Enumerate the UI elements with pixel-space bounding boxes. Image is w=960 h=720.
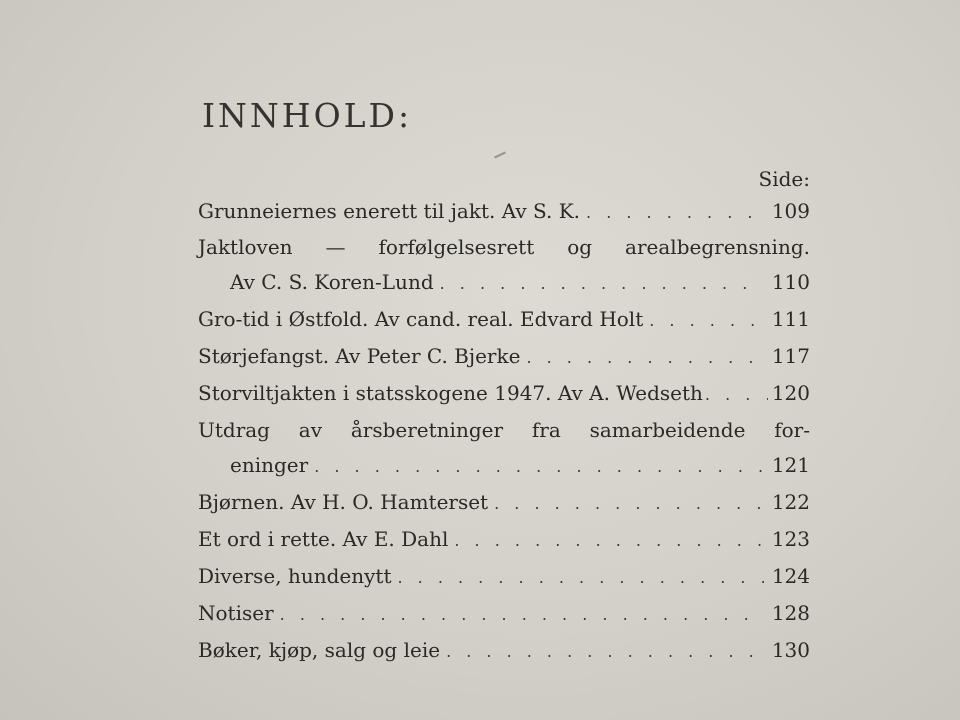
toc-entry bbox=[198, 196, 810, 226]
leader-dots bbox=[446, 637, 764, 667]
toc-entry bbox=[198, 341, 810, 371]
ink-smudge bbox=[494, 152, 506, 159]
toc-entry-text: eninger bbox=[230, 453, 309, 477]
toc-entry-page: 123 bbox=[771, 527, 810, 551]
toc-entry bbox=[198, 524, 810, 554]
toc-entry bbox=[198, 487, 810, 517]
toc-entry-page: 121 bbox=[771, 453, 810, 477]
toc-entry-page: 109 bbox=[771, 199, 810, 223]
toc-entry-text: Jaktloven — forfølgelsesrett og arealbegrensning. bbox=[198, 235, 810, 259]
toc-entry bbox=[198, 232, 810, 262]
toc-entry-text: Av C. S. Koren-Lund bbox=[230, 270, 434, 294]
page-column-label: Side: bbox=[758, 167, 810, 191]
toc-entry-text: Utdrag av årsberetninger fra samarbeidende for- bbox=[198, 418, 810, 442]
page-title: INNHOLD: bbox=[202, 96, 413, 135]
toc-entry-text: Bjørnen. Av H. O. Hamterset bbox=[198, 490, 489, 514]
leader-dots bbox=[526, 343, 764, 373]
toc-entry bbox=[198, 561, 810, 591]
leader-dots bbox=[280, 600, 764, 630]
toc-entry-page: 124 bbox=[771, 564, 810, 588]
toc-entry-text: Størjefangst. Av Peter C. Bjerke bbox=[198, 344, 521, 368]
toc-entry-page: 128 bbox=[771, 601, 810, 625]
toc-entry bbox=[230, 267, 810, 297]
toc-entry-page: 117 bbox=[771, 344, 810, 368]
toc-entry bbox=[198, 415, 810, 445]
toc-entry-text: Notiser bbox=[198, 601, 274, 625]
toc-entry-text: Grunneiernes enerett til jakt. Av S. K. bbox=[198, 199, 581, 223]
toc-entry bbox=[198, 635, 810, 665]
toc-entry-page: 130 bbox=[771, 638, 810, 662]
toc-entry-text: Et ord i rette. Av E. Dahl bbox=[198, 527, 449, 551]
toc-entry-page: 110 bbox=[771, 270, 810, 294]
toc-entry bbox=[198, 304, 810, 334]
toc-entry bbox=[230, 450, 810, 480]
toc-entry-text: Gro-tid i Østfold. Av cand. real. Edvard Holt bbox=[198, 307, 644, 331]
leader-dots bbox=[705, 380, 768, 410]
toc-entry bbox=[198, 598, 810, 628]
leader-dots bbox=[494, 489, 764, 519]
toc-entry bbox=[198, 378, 810, 408]
leader-dots bbox=[440, 269, 764, 299]
toc-entry-page: 120 bbox=[771, 381, 810, 405]
toc-entry-text: Bøker, kjøp, salg og leie bbox=[198, 638, 441, 662]
toc-entry-page: 122 bbox=[771, 490, 810, 514]
leader-dots bbox=[586, 198, 764, 228]
leader-dots bbox=[397, 563, 764, 593]
toc-entry-text: Storviltjakten i statsskogene 1947. Av A. Wedseth bbox=[198, 381, 703, 405]
leader-dots bbox=[649, 306, 764, 336]
toc-entry-text: Diverse, hundenytt bbox=[198, 564, 392, 588]
leader-dots bbox=[454, 526, 764, 556]
toc-entry-page: 111 bbox=[771, 307, 810, 331]
leader-dots bbox=[314, 452, 764, 482]
